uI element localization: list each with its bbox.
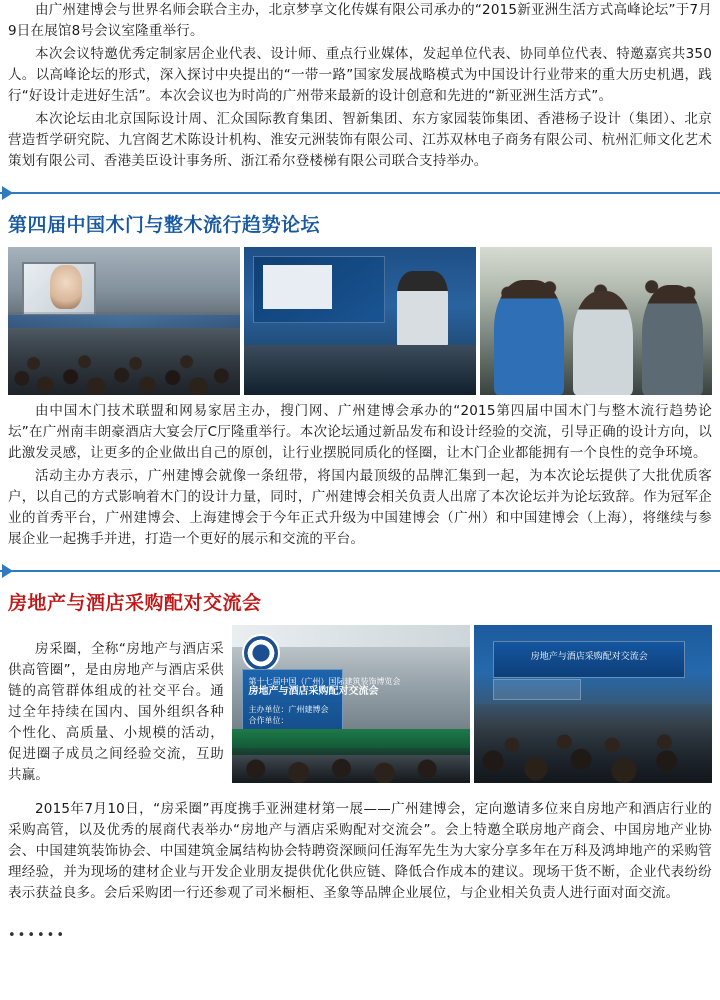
audience-heads: [474, 704, 712, 783]
arrow-icon: [2, 564, 13, 578]
section-title: 房地产与酒店采购配对交流会: [8, 592, 262, 614]
intro-paragraph-group: [0, 0, 720, 172]
presentation-screen: [263, 265, 333, 309]
screen-portrait: [50, 265, 82, 309]
wrapped-content: [8, 625, 712, 918]
section-title: 第四届中国木门与整木流行趋势论坛: [8, 214, 321, 236]
banner-line: 房地产与酒店采购配对交流会: [248, 685, 379, 697]
paragraph: 2015年7月10日，“房采圈”再度携手亚洲建材第一展——广州建博会，定向邀请多位来自房地产和酒店行业的采购高管，以及优秀的展商代表举办“房地产与酒店采购配对交流会”。会上特邀全联房地产商会、中国房地产业协会、中国建筑装饰协会、中国建筑金属结构协会特聘资深顾问任海军先生为大家分享多年在万科及鸿坤地产的采购管理经验，并为现场的建材企业与开发企业朋友提供优化供应链、降低合作成本的建议。现场干货不断，企业代表纷纷表示获益良多。会后采购团一行还参观了司米橱柜、圣象等品牌企业展位，与企业相关负责人进行面对面交流。: [8, 801, 712, 901]
attendee-figure: [573, 291, 633, 395]
attendee-figure: [642, 285, 702, 395]
divider-line: [0, 192, 720, 194]
photo-row: [232, 625, 712, 783]
side-banner: [493, 679, 581, 700]
paragraph: 活动主办方表示，广州建博会就像一条纽带，将国内最顶级的品牌汇集到一起，为本次论坛提供了大批优质客户，以自己的方式影响着木门的设计力量，同时，广州建博会相关负责人出席了本次论坛并为论坛致辞。作为冠军企业的首秀平台，广州建博会、上海建博会于今年正式升级为中国建博会（广州）和中国建博会（上海），将继续与参展企业一起携手并进，打造一个更好的展示和交流的平台。: [8, 468, 712, 547]
footer-dots: ••••••: [8, 927, 67, 943]
photo-stage-panel: [232, 625, 470, 783]
arrow-icon: [2, 186, 13, 200]
paragraph: 本次论坛由北京国际设计周、汇众国际教育集团、智新集团、东方家园装饰集团、香港杨子设计（集团）、北京营造哲学研究院、九宫阁艺术陈设计机构、淮安元洲装饰有限公司、江苏双林电子商务有限公司、杭州汇师文化艺术策划有限公司、香港美臣设计事务所、浙江希尔登楼梯有限公司联合支持举办。: [8, 111, 712, 169]
event-logo-icon: [242, 634, 280, 672]
photo-hall-audience: [474, 625, 712, 783]
section-wood-door: [0, 210, 720, 550]
panel-desk: [244, 345, 476, 395]
hall-banner: 房地产与酒店采购配对交流会: [493, 641, 685, 678]
stage-banner: [242, 669, 401, 731]
divider-line: [0, 570, 720, 572]
banner-line: 第十七届中国（广州）国际建筑装饰博览会: [248, 677, 401, 687]
paragraph: 本次会议特邀优秀定制家居企业代表、设计师、重点行业媒体，发起单位代表、协同单位代表、特邀嘉宾共350人。以高峰论坛的形式，深入探讨中央提出的“一带一路”国家发展战略模式为中国设计行业带来的重大历史机遇，践行“好设计走进好生活”。本次会议也为时尚的广州带来最新的设计创意和先进的“新亚洲生活方式”。: [8, 46, 712, 104]
photo-crowd-blue-shirt: [480, 247, 712, 395]
paragraph: 房采圈，全称“房地产与酒店采供高管圈”，是由房地产与酒店采供链的高管群体组成的社交平台。通过全年持续在国内、国外组织各种个性化、高质量、小规模的活动，促进圈子成员之间经验交流，互助共赢。: [8, 640, 224, 783]
section-divider: [0, 186, 720, 200]
attendee-figure: [494, 280, 564, 395]
section-real-estate-hotel: [0, 588, 720, 943]
banner-line: 主办单位：广州建博会: [248, 704, 329, 714]
audience-heads: [232, 748, 470, 783]
paragraph: 由广州建博会与世界名师会联合主办，北京梦享文化传媒有限公司承办的“2015新亚洲生活方式高峰论坛”于7月9日在展馆8号会议室隆重举行。: [8, 2, 712, 39]
audience-heads: [8, 312, 240, 395]
banner-line: 合作单位：: [248, 715, 289, 725]
photo-audience-wide: [8, 247, 240, 395]
photo-row: [8, 247, 712, 395]
speaker-figure: [397, 271, 448, 348]
photo-podium-speaker: [244, 247, 476, 395]
paragraph: 由中国木门技术联盟和网易家居主办，搜门网、广州建博会承办的“2015第四届中国木门与整木流行趋势论坛”在广州南丰朗豪酒店大宴会厅C厅隆重举行。本次论坛通过新品发布和设计经验的交流，引导正确的设计方向，以此激发灵感，让更多的企业做出自己的原创，让行业摆脱同质化的怪圈，让木门企业都能拥有一个良性的竞争环境。: [8, 403, 712, 461]
section-divider: [0, 564, 720, 578]
